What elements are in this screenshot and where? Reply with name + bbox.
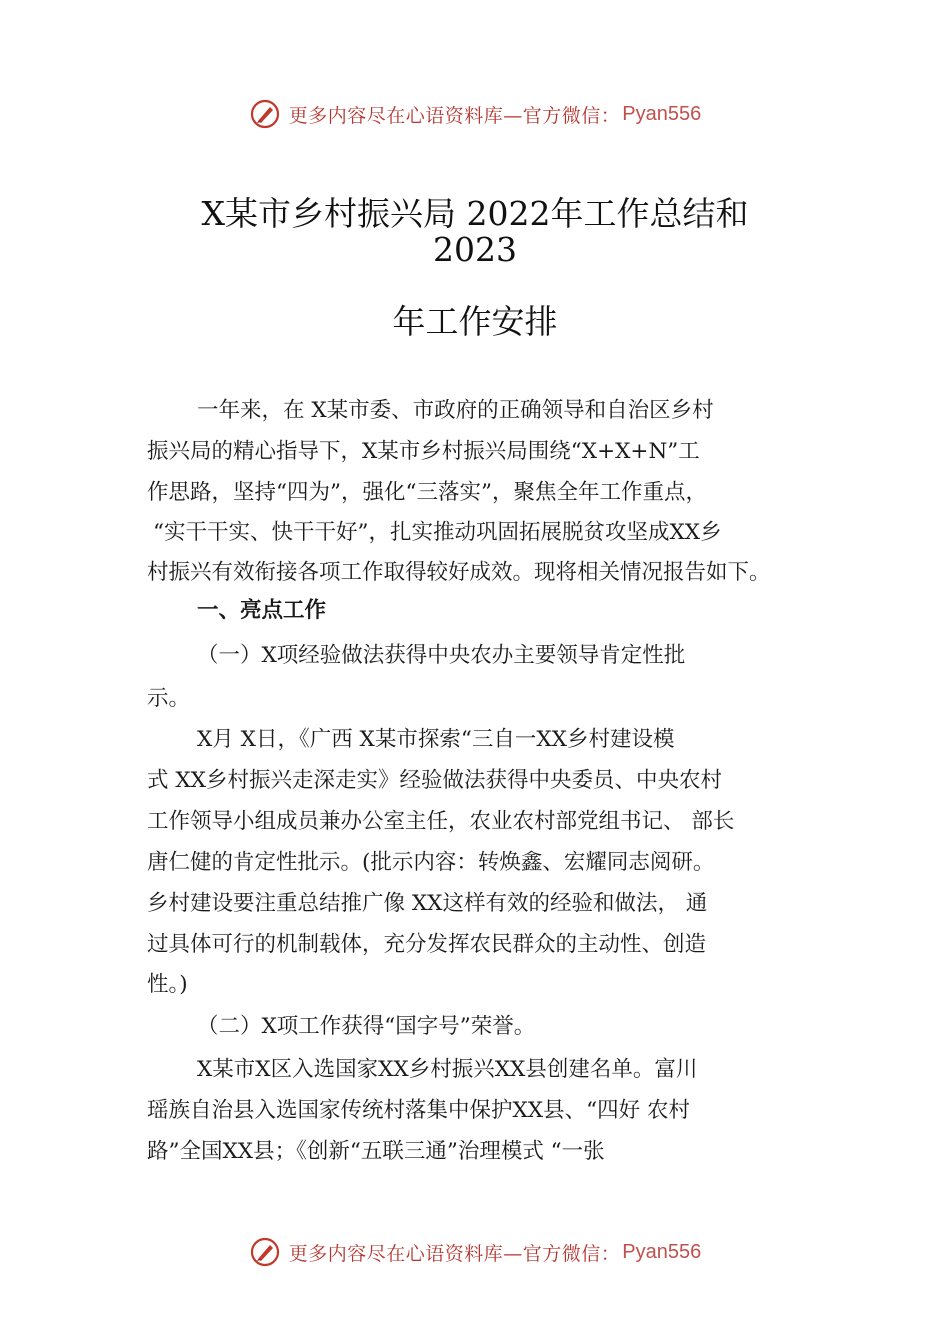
body-line: 示。 (147, 686, 191, 711)
body-line: X某市X区入选国家XX乡村振兴XX县创建名单。富川 (197, 1057, 698, 1082)
body-line: 路”全国XX县；《创新“五联三通”治理模式 “一张 (147, 1139, 605, 1164)
body-line: 工作领导小组成员兼办公室主任，农业农村部党组书记、 部长 (147, 809, 735, 834)
subsection-heading: （二）X项工作获得“国字号”荣誉。 (197, 1014, 536, 1039)
subsection-heading: （一）X项经验做法获得中央农办主要领导肯定性批 (197, 643, 686, 668)
body-line: X月 X日，《广西 X某市探索“三自一XX乡村建设模 (197, 727, 675, 752)
section-heading: 一、亮点工作 (197, 598, 327, 623)
banner-account: Pyan556 (622, 1240, 702, 1263)
doc-title-line-1: X某市乡村振兴局 2022年工作总结和 (201, 194, 749, 233)
doc-title-line-3: 年工作安排 (392, 302, 558, 341)
watermark-banner-top (0, 94, 950, 134)
banner-account: Pyan556 (622, 102, 702, 125)
body-line: 性。) (147, 972, 188, 997)
doc-title-line-2: 2023 (433, 230, 517, 269)
brush-logo-icon (249, 1236, 281, 1268)
body-line: “实干干实、快干干好”，扎实推动巩固拓展脱贫攻坚成XX乡 (153, 520, 722, 545)
watermark-banner-bottom (0, 1232, 950, 1272)
body-line: 式 XX乡村振兴走深走实》经验做法获得中央委员、中央农村 (147, 768, 722, 793)
body-line: 瑶族自治县入选国家传统村落集中保护XX县、“四好 农村 (147, 1098, 690, 1123)
banner-text: 更多内容尽在心语资料库—官方微信： (288, 104, 621, 127)
body-line: 振兴局的精心指导下，X某市乡村振兴局围绕“X+X+N”工 (147, 439, 700, 464)
body-line: 村振兴有效衔接各项工作取得较好成效。现将相关情况报告如下。 (147, 560, 771, 585)
brush-logo-icon (249, 98, 281, 130)
body-line: 唐仁健的肯定性批示。(批示内容：转焕鑫、宏耀同志阅研。 (147, 850, 715, 875)
body-line: 乡村建设要注重总结推广像 XX这样有效的经验和做法， 通 (147, 891, 708, 916)
banner-text: 更多内容尽在心语资料库—官方微信： (288, 1242, 621, 1265)
body-line: 一年来，在 X某市委、市政府的正确领导和自治区乡村 (197, 398, 714, 423)
body-line: 作思路，坚持“四为”，强化“三落实”，聚焦全年工作重点， (147, 480, 707, 505)
body-line: 过具体可行的机制载体，充分发挥农民群众的主动性、创造 (147, 932, 707, 957)
